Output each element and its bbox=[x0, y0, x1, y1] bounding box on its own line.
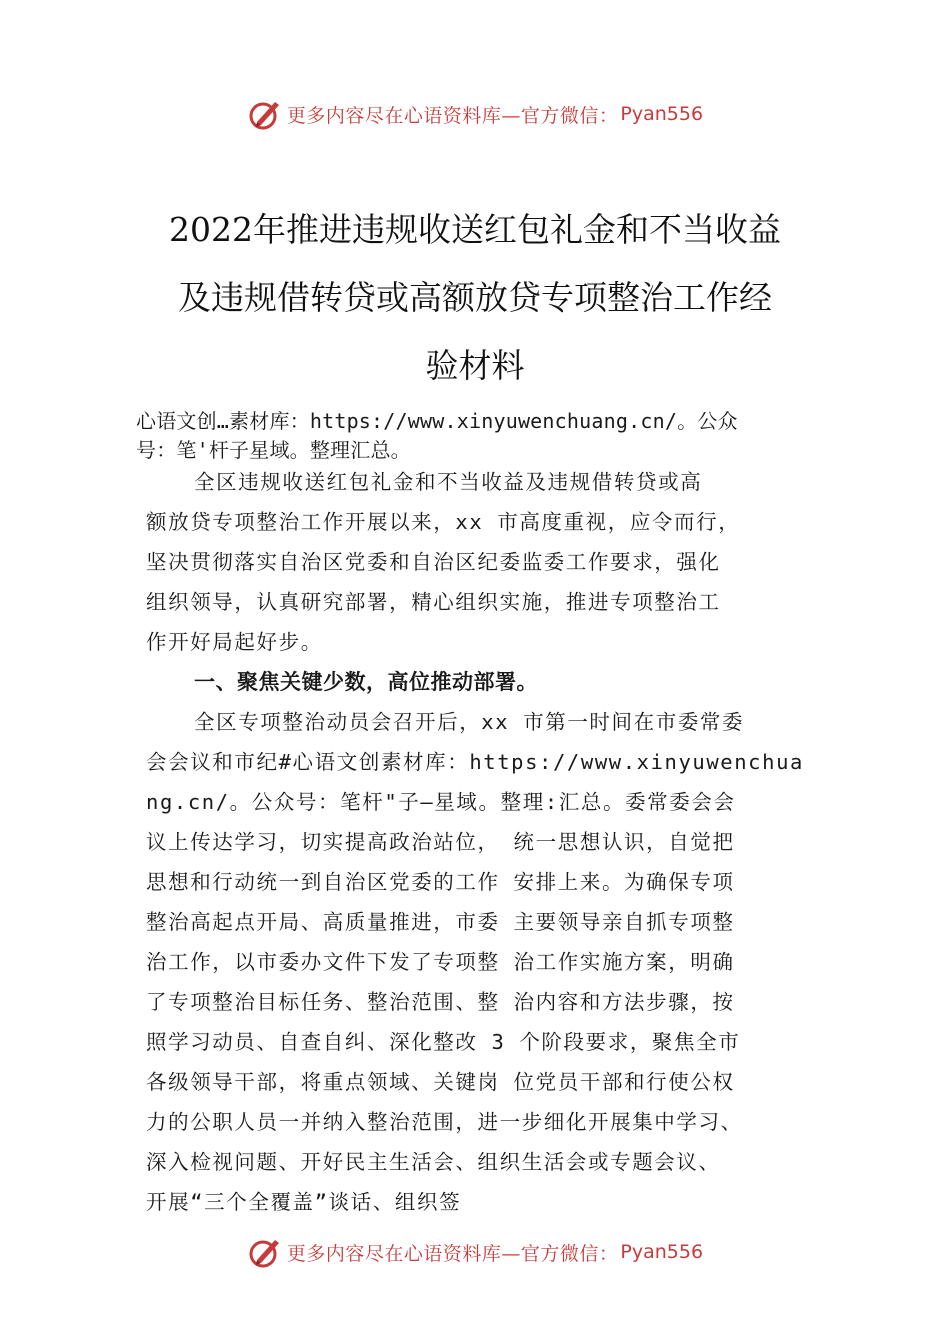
paragraph-line: 深入检视问题、开好民主生活会、组织生活会或专题会议、 bbox=[146, 1150, 721, 1174]
paragraph-line: 整治高起点开局、高质量推进，市委 主要领导亲自抓专项整 bbox=[146, 910, 735, 934]
paragraph-line: 组织领导，认真研究部署，精心组织实施，推进专项整治工 bbox=[146, 590, 721, 614]
pen-logo-icon bbox=[247, 96, 283, 132]
source-line: 心语文创…素材库：https://www.xinyuwenchuang.cn/。公众 bbox=[136, 409, 738, 433]
paragraph-line: 坚决贯彻落实自治区党委和自治区纪委监委工作要求，强化 bbox=[146, 550, 721, 574]
paragraph-line: 议上传达学习，切实提高政治站位， 统一思想认识，自觉把 bbox=[146, 830, 735, 854]
paragraph-line: 力的公职人员一并纳入整治范围，进一步细化开展集中学习、 bbox=[146, 1110, 743, 1134]
paragraph-line: 额放贷专项整治工作开展以来，xx 市高度重视，应令而行， bbox=[146, 510, 741, 534]
title-line: 验材料 bbox=[425, 346, 525, 385]
section-heading: 一、聚焦关键少数，高位推动部署。 bbox=[194, 670, 538, 694]
source-line: 号：笔'杆子星域。整理汇总。 bbox=[136, 438, 411, 462]
paragraph-line: 作开好局起好步。 bbox=[146, 630, 323, 654]
banner-wechat-id: Pyan556 bbox=[620, 1241, 704, 1263]
title-line: 2022年推进违规收送红包礼金和不当收益 bbox=[169, 210, 781, 249]
paragraph-line: 思想和行动统一到自治区党委的工作 安排上来。为确保专项 bbox=[146, 870, 735, 894]
paragraph-line: 全区专项整治动员会召开后，xx 市第一时间在市委常委 bbox=[194, 710, 745, 734]
footer-banner bbox=[0, 1232, 950, 1272]
paragraph-line: 开展“三个全覆盖”谈话、组织签 bbox=[146, 1190, 462, 1214]
header-banner bbox=[0, 94, 950, 134]
pen-logo-icon bbox=[247, 1234, 283, 1270]
paragraph-line: 会会议和市纪#心语文创素材库：https://www.xinyuwenchua bbox=[146, 750, 804, 774]
paragraph-line: 各级领导干部，将重点领域、关键岗 位党员干部和行使公权 bbox=[146, 1070, 735, 1094]
banner-text: 更多内容尽在心语资料库—官方微信： bbox=[286, 1242, 619, 1265]
document-title bbox=[140, 196, 810, 400]
paragraph-line: 照学习动员、自查自纠、深化整改 3 个阶段要求，聚焦全市 bbox=[146, 1030, 741, 1054]
paragraph-line: 了专项整治目标任务、整治范围、整 治内容和方法步骤，按 bbox=[146, 990, 735, 1014]
document-body bbox=[146, 462, 826, 1222]
title-line: 及违规借转贷或高额放贷专项整治工作经 bbox=[178, 278, 772, 317]
paragraph-line: 全区违规收送红包礼金和不当收益及违规借转贷或高 bbox=[194, 470, 703, 494]
banner-wechat-id: Pyan556 bbox=[620, 103, 704, 125]
paragraph-line: ng.cn/。公众号：笔杆"子—星域。整理:汇总。委常委会会 bbox=[146, 790, 736, 814]
paragraph-line: 治工作，以市委办文件下发了专项整 治工作实施方案，明确 bbox=[146, 950, 735, 974]
banner-text: 更多内容尽在心语资料库—官方微信： bbox=[286, 104, 619, 127]
source-note bbox=[136, 407, 826, 465]
